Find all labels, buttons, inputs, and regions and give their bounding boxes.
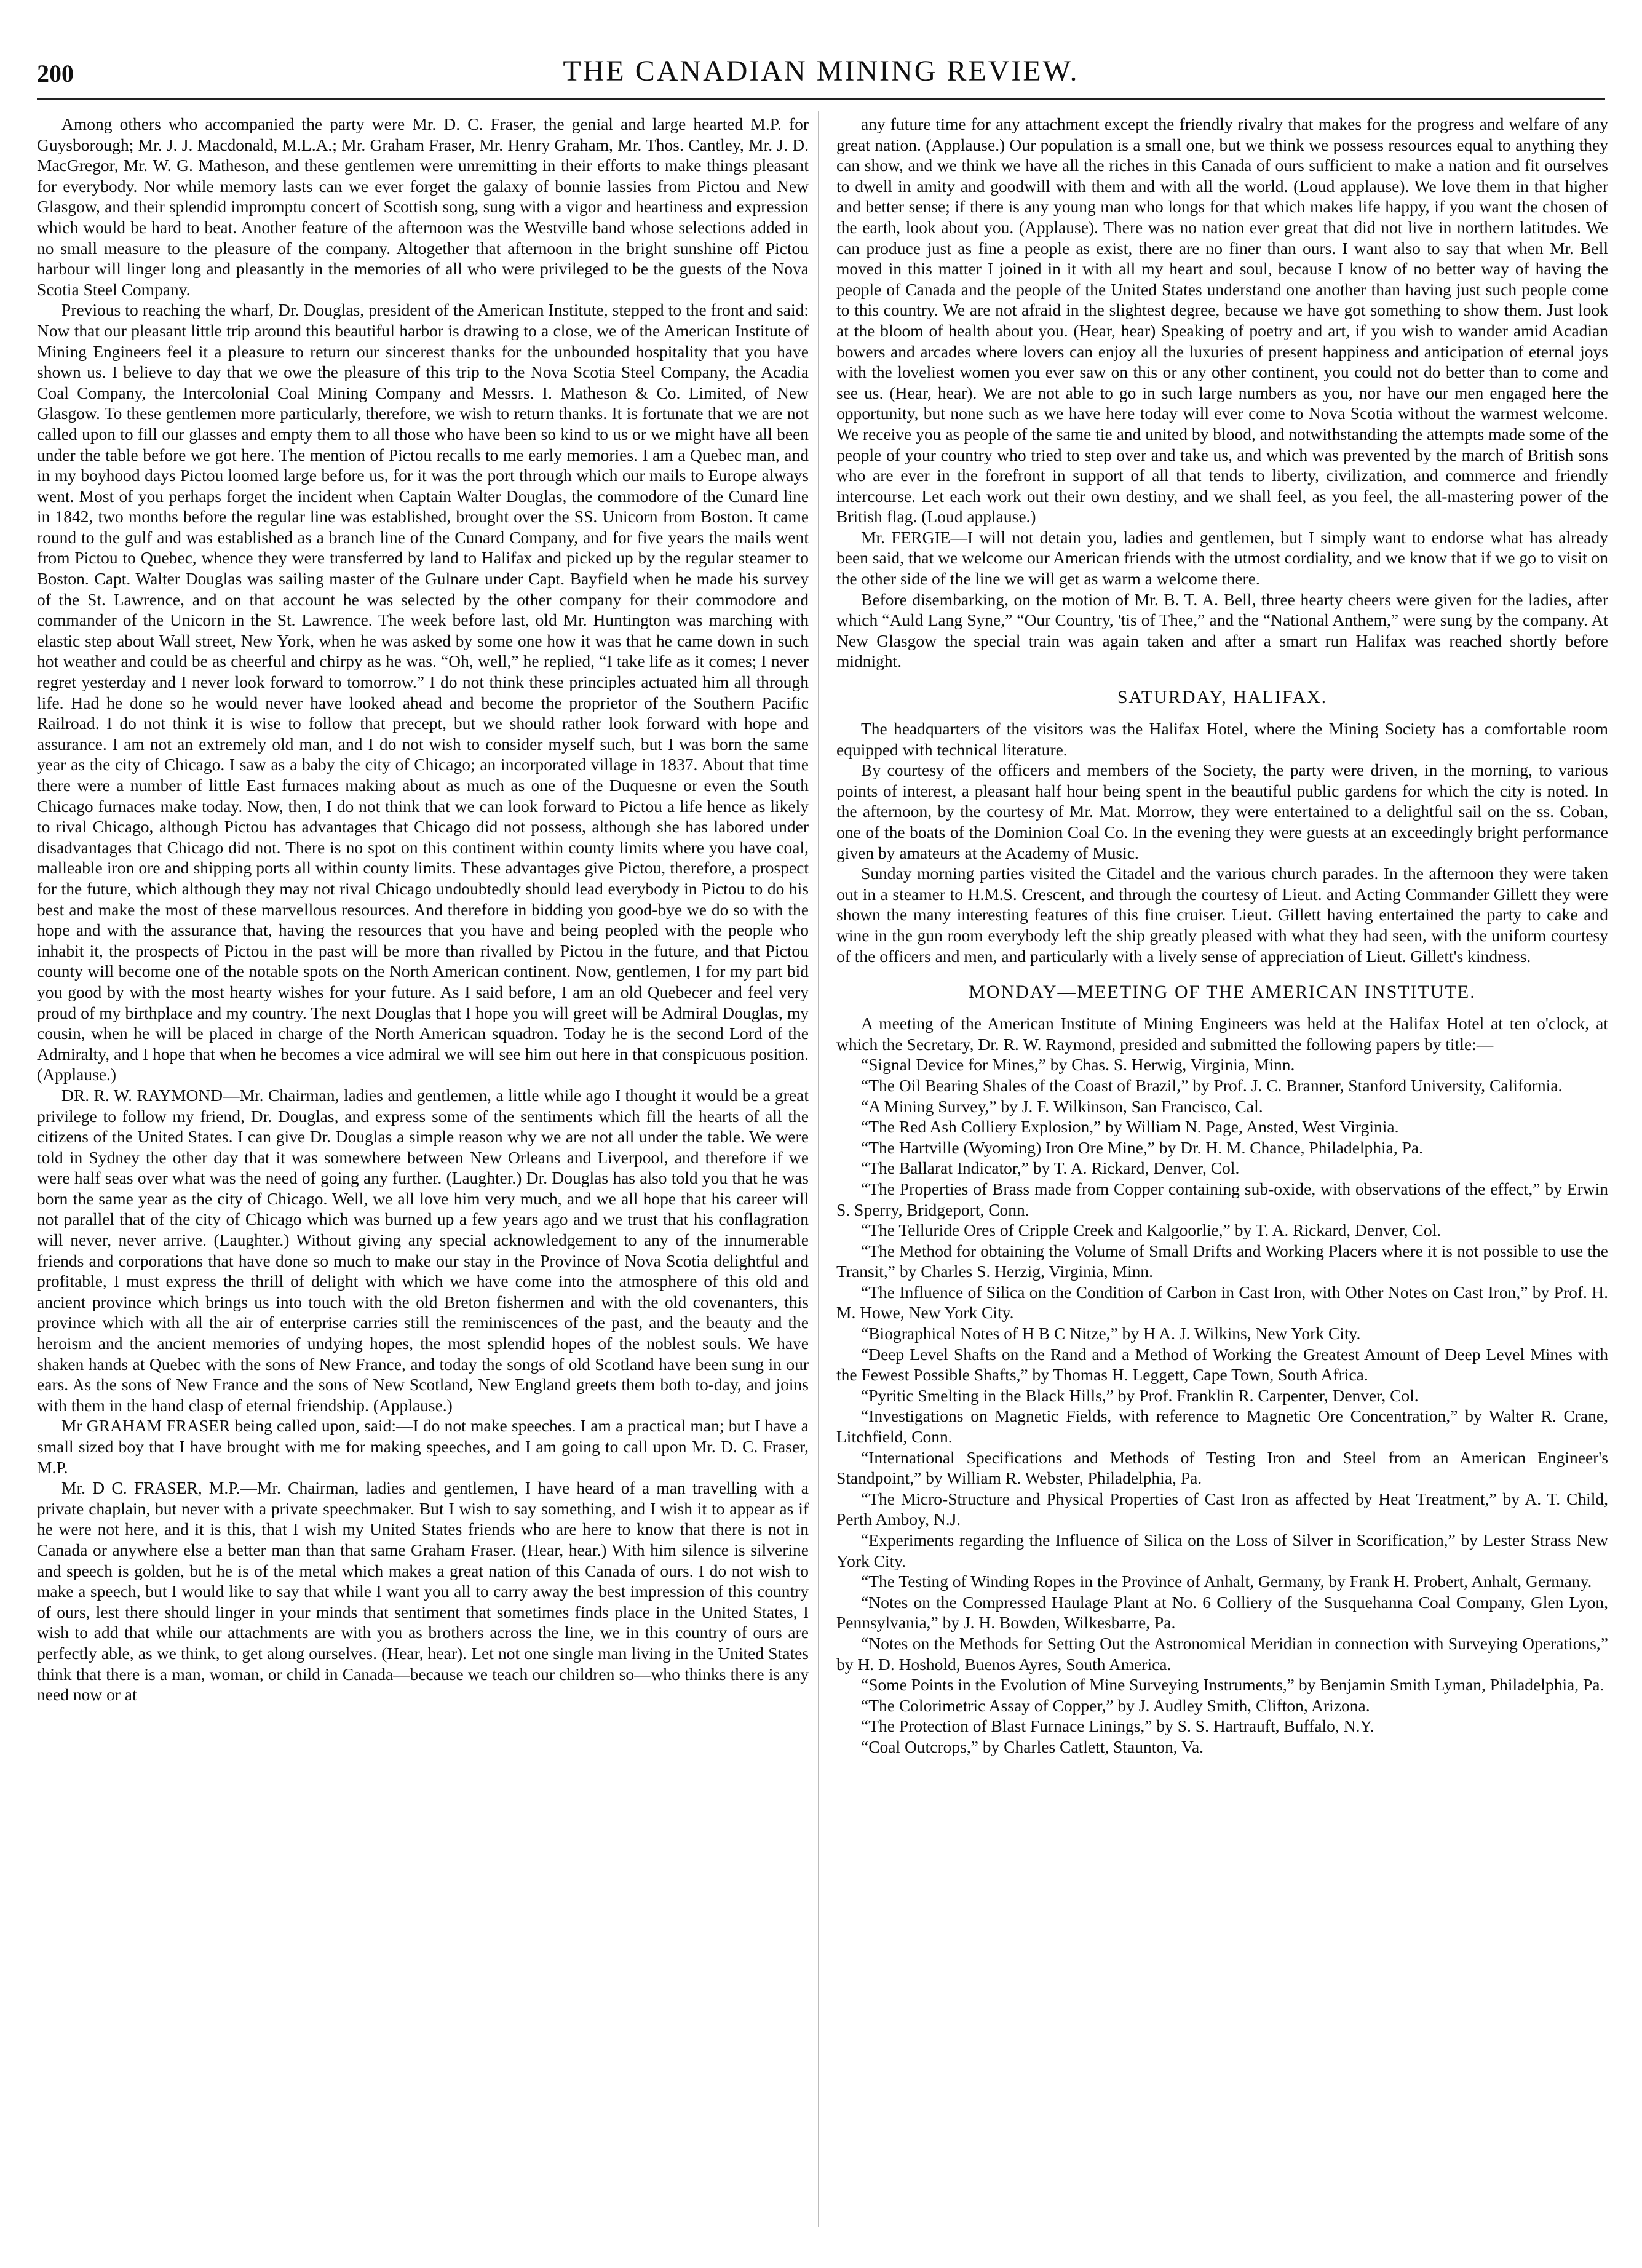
list-item: “The Colorimetric Assay of Copper,” by J. Audley Smith, Clifton, Arizona.: [861, 1695, 1370, 1715]
list-item: “A Mining Survey,” by J. F. Wilkinson, San Francisco, Cal.: [861, 1096, 1263, 1116]
list-item: “The Red Ash Colliery Explosion,” by William N. Page, Ansted, West Virginia.: [861, 1117, 1399, 1137]
paragraph: The headquarters of the visitors was the Halifax Hotel, where the Mining Society has a comfortable room equipped with technical literature.: [836, 719, 1608, 759]
list-item: “The Influence of Silica on the Condition of Carbon in Cast Iron, with Other Notes on Cast Iron,” by Prof. H. M. Howe, New York City.: [836, 1282, 1608, 1323]
paragraph: Mr. D C. FRASER, M.P.—Mr. Chairman, ladies and gentlemen, I have heard of a man travelling with a private chaplain, but never with a private speechmaker. But I wish to say something, and I wish it to appear as if he were not here, and it is this, that I wish my United States friends who are here to know that there is not in Canada or anywhere else a better man than that same Graham Fraser. (Hear, hear.) With him silence is silverine and speech is golden, but he is of the metal which makes a great nation of this Canada of ours. I do not wish to make a speech, but I would like to say that while I want you all to carry away the best impression of this country of ours, lest there should linger in your minds that sentiment that sometimes finds place in the United States, I wish to add that while our attachments are with you as brothers across the line, we in this country of ours are perfectly able, as we think, to get along ourselves. (Hear, hear). Let not one single man living in the United States think that there is a man, woman, or child in Canada—because we teach our children so—who thinks there is any need now or at: [37, 1478, 809, 1705]
list-item: “The Telluride Ores of Cripple Creek and Kalgoorlie,” by T. A. Rickard, Denver, Col.: [861, 1220, 1442, 1240]
list-item: “Notes on the Compressed Haulage Plant at No. 6 Colliery of the Susquehanna Coal Company, Glen Lyon, Pennsylvania,” by J. H. Bowden, Wilkesbarre, Pa.: [836, 1592, 1608, 1633]
list-item: “The Protection of Blast Furnace Linings,” by S. S. Hartrauft, Buffalo, N.Y.: [861, 1716, 1374, 1736]
paragraph: Mr GRAHAM FRASER being called upon, said:—I do not make speeches. I am a practical man; but I have a small sized boy that I have brought with me for making speeches, and I am going to call upon Mr. D. C. Fraser, M.P.: [37, 1416, 809, 1477]
left-column: [37, 114, 809, 1705]
list-item: “The Method for obtaining the Volume of Small Drifts and Working Placers where it is not possible to use the Transit,” by Charles S. Herzig, Virginia, Minn.: [836, 1241, 1608, 1281]
list-item: “Experiments regarding the Influence of Silica on the Loss of Silver in Scorification,” by Lester Strass New York City.: [836, 1530, 1608, 1570]
list-item: “The Micro-Structure and Physical Properties of Cast Iron as affected by Heat Treatment,” by A. T. Child, Perth Amboy, N.J.: [836, 1489, 1608, 1529]
list-item: “Signal Device for Mines,” by Chas. S. Herwig, Virginia, Minn.: [861, 1055, 1295, 1075]
right-column: [836, 114, 1608, 1757]
list-item: “The Testing of Winding Ropes in the Province of Anhalt, Germany, by Frank H. Probert, Anhalt, Germany.: [861, 1572, 1592, 1591]
page-number: 200: [37, 60, 74, 87]
list-item: “Deep Level Shafts on the Rand and a Method of Working the Greatest Amount of Deep Level Mines with the Fewest Possible Shafts,” by Thomas H. Leggett, Cape Town, South Africa.: [836, 1344, 1608, 1385]
paragraph: Mr. FERGIE—I will not detain you, ladies and gentlemen, but I simply want to endorse what has already been said, that we welcome our American friends with the utmost cordiality, and we know that if we go to visit on the other side of the line we will get as warm a welcome there.: [836, 527, 1608, 589]
list-item: “International Specifications and Methods of Testing Iron and Steel from an American Engineer's Standpoint,” by William R. Webster, Philadelphia, Pa.: [836, 1447, 1608, 1488]
paragraph: Among others who accompanied the party were Mr. D. C. Fraser, the genial and large hearted M.P. for Guysborough; Mr. J. J. Macdonald, M.L.A.; Mr. Graham Fraser, Mr. Henry Graham, Mr. Thos. Cantley, Mr. J. D. MacGregor, Mr. W. G. Matheson, and these gentlemen were unremitting in their efforts to make things pleasant for everybody. Nor while memory lasts can we ever forget the galaxy of bonnie lassies from Pictou and New Glasgow, and their splendid impromptu concert of Scottish song, sung with a vigor and heartiness and expression which would be hard to beat. Another feature of the afternoon was the Westville band whose selections added in no small measure to the pleasure of the company. Altogether that afternoon in the bright sunshine off Pictou harbour will linger long and pleasantly in the memories of all who were privileged to be the guests of the Nova Scotia Steel Company.: [37, 114, 809, 299]
paragraph: A meeting of the American Institute of Mining Engineers was held at the Halifax Hotel at ten o'clock, at which the Secretary, Dr. R. W. Raymond, presided and submitted the following papers by title:—: [836, 1014, 1608, 1054]
paragraph: Sunday morning parties visited the Citadel and the various church parades. In the afternoon they were taken out in a steamer to H.M.S. Crescent, and through the courtesy of Lieut. and Acting Commander Gillett they were shown the many interesting features of this fine cruiser. Lieut. Gillett having entertained the party to cake and wine in the gun room everybody left the ship greatly pleased with what they had seen, with the uniform courtesy of the officers and men, and particularly with a lively sense of appreciation of Lieut. Gillett's kindness.: [836, 864, 1608, 966]
paragraph: By courtesy of the officers and members of the Society, the party were driven, in the morning, to various points of interest, a pleasant half hour being spent in the beautiful public gardens for which the city is noted. In the afternoon, by the courtesy of Mr. Mat. Morrow, they were entertained to a delightful sail on the ss. Coban, one of the boats of the Dominion Coal Co. In the evening they were guests at an exceedingly bright performance given by amateurs at the Academy of Music.: [836, 760, 1608, 862]
papers-list: [836, 1054, 1608, 1757]
list-item: “Pyritic Smelting in the Black Hills,” by Prof. Franklin R. Carpenter, Denver, Col.: [861, 1385, 1419, 1405]
paragraph: DR. R. W. RAYMOND—Mr. Chairman, ladies and gentlemen, a little while ago I thought it would be a great privilege to follow my friend, Dr. Douglas, and express some of the sentiments which fill the hearts of all the citizens of the United States. I can give Dr. Douglas a simple reason why we are not all under the table. We were told in Sydney the other day that it was somewhere between New Orleans and Liverpool, and therefore if we were half seas over what was the need of going any further. (Laughter.) Dr. Douglas has also told you that he was born the same year as the city of Chicago. Well, we all love him very much, and we all hope that his career will not parallel that of the city of Chicago which was burned up a few years ago and we trust that his conflagration will never, never arrive. (Laughter.) Without giving any special acknowledgement to any of the innumerable friends and corporations that have done so much to make our stay in the Province of Nova Scotia delightful and profitable, I must express the thrill of delight with which we have come into the atmosphere of this old and ancient province which brings us into touch with the old Breton fishermen and with the old covenanters, this province which with all the air of enterprise carries still the reminiscences of the past, and the beauty and the heroism and the ancient memories of undying hopes, the most splendid hopes of the noblest souls. We have shaken hands at Quebec with the sons of New France, and today the songs of old Scotland have been sung in our ears. As the sons of New France and the sons of New Scotland, New England greets them both to-day, and joins with them in the hand clasp of eternal friendship. (Applause.): [37, 1085, 809, 1415]
paragraph: Previous to reaching the wharf, Dr. Douglas, president of the American Institute, stepped to the front and said: Now that our pleasant little trip around this beautiful harbor is drawing to a close, we of the American Institute of Mining Engineers feel it a pleasure to return our sincerest thanks for the unbounded hospitality that you have shown us. I believe to day that we owe the pleasure of this trip to the Nova Scotia Steel Company, the Acadia Coal Company, the Intercolonial Coal Mining Company and Messrs. I. Matheson & Co. Limited, of New Glasgow. To these gentlemen more particularly, therefore, we wish to return thanks. It is fortunate that we are not called upon to fill our glasses and empty them to all those who have been so kind to us or we might have all been under the table before we got here. The mention of Pictou recalls to me early memories. I am a Quebec man, and in my boyhood days Pictou loomed large before us, for it was the port through which our mails to Europe always went. Most of you perhaps forget the incident when Captain Walter Douglas, the commodore of the Cunard line in 1842, two months before the regular line was established, brought over the SS. Unicorn from Boston. It came round to the gulf and was established as a branch line of the Cunard Company, and for five years the mails went from Pictou to Quebec, whence they were transferred by land to Halifax and picked up by the regular steamer to Boston. Capt. Walter Douglas was sailing master of the Gulnare under Capt. Bayfield when he made his survey of the St. Lawrence, and on that account he was selected by the other company for their commodore and commander of the Unicorn in the St. Lawrence. The week before last, old Mr. Huntington was marching with elastic step about Wall street, New York, when he was asked by some one how it was that he came down in such hot weather and could be as cheerful and chirpy as he was. “Oh, well,” he replied, “I take life as it comes; I never regret yesterday and I never look forward to tomorrow.” I do not think these principles actuated him all through life. Had he done so he would never have looked ahead and become the proprietor of the Southern Pacific Railroad. I do not think it is wise to follow that precept, but we should rather look forward with hope and assurance. I am not an extremely old man, and I do not wish to consider myself such, but I was born the same year as the city of Chicago. I saw as a baby the city of Chicago; an incorporated village in 1837. About that time there were a number of little East furnaces making about as much as one of the Duquesne or even the South Chicago furnaces make today. Now, then, I do not think that we can look forward to Pictou a life hence as likely to rival Chicago, although Pictou has advantages that Chicago did not possess, although she has labored under disadvantages that Chicago did not. There is no spot on this continent within county limits where you have coal, malleable iron ore and shipping ports all within county limits. These advantages give Pictou, therefore, a prospect for the future, which although they may not rival Chicago undoubtedly should lead everybody in Pictou to do his best and make the most of these marvellous resources. And therefore in bidding you good-bye we do so with the hope and with the assurance that, having the resources that you have and being peopled with the people who inhabit it, the prospects of Pictou in the past will be more than rivalled by Pictou in the future, and that Pictou county will become one of the notable spots on the North American continent. Now, gentlemen, I for my part bid you good by with the most hearty wishes for your future. As I said before, I am an old Quebecer and feel very proud of my birthplace and my country. The next Douglas that I hope you will greet will be Admiral Douglas, my cousin, when he will be placed in charge of the North American squadron. Today he is the second Lord of the Admiralty, and I hope that when he becomes a vice admiral we will see him out here in that conspicuous position. (Applause.): [37, 300, 809, 1084]
paragraph: Before disembarking, on the motion of Mr. B. T. A. Bell, three hearty cheers were given for the ladies, after which “Auld Lang Syne,” “Our Country, 'tis of Thee,” and the “National Anthem,” were sung by the company. At New Glasgow the special train was again taken and after a smart run Halifax was reached shortly before midnight.: [836, 589, 1608, 671]
list-item: “Investigations on Magnetic Fields, with reference to Magnetic Ore Concentration,” by Walter R. Crane, Litchfield, Conn.: [836, 1406, 1608, 1447]
list-item: “Notes on the Methods for Setting Out the Astronomical Meridian in connection with Surveying Operations,” by H. D. Hoshold, Buenos Ayres, South America.: [836, 1633, 1608, 1674]
column-divider: [818, 111, 819, 2227]
section-heading-saturday: SATURDAY, HALIFAX.: [1117, 687, 1328, 708]
paragraph: any future time for any attachment except the friendly rivalry that makes for the progress and welfare of any great nation. (Applause.) Our population is a small one, but we think we possess resources equal to anything they can show, and we think we have all the riches in this Canada of ours sufficient to make a nation and fit ourselves to dwell in amity and goodwill with them and with all the world. (Loud applause). We love them in that higher and better sense; if there is any young man who longs for that which makes life happy, if you want the chosen of the earth, look about you. (Applause). There was no nation ever great that did not live in northern latitudes. We can produce just as fine a people as exist, there are no finer than ours. I want also to say that when Mr. Bell moved in this matter I joined in it with all my heart and soul, because I know of no better way of having the people of Canada and the people of the United States understand one another than having just such people come to this country. We are not afraid in the slightest degree, because we have got something to show them. Just look at the bloom of health about you. (Hear, hear) Speaking of poetry and art, if you wish to wander amid Acadian bowers and arcades where lovers can enjoy all the luxuries of present happiness and anticipation of eternal joys with the loveliest women you ever saw on this or any other continent, you could not do better than to come and see us. (Hear, hear). We are not able to go in such large numbers as you, nor have our men engaged here the opportunity, but none such as we have here today will ever come to Nova Scotia without the warmest welcome. We receive you as people of the same tie and united by blood, and notwithstanding the attempts made some of the people of your country who tried to step over and take us, and which was prevented by the march of British sons who are ever in the forefront in support of all that tends to liberty, civilization, and commerce and friendly intercourse. Let each work out their own destiny, and we shall feel, as you feel, the all-mastering power of the British flag. (Loud applause.): [836, 114, 1608, 527]
section-heading-monday: MONDAY—MEETING OF THE AMERICAN INSTITUTE.: [969, 982, 1476, 1003]
list-item: “Biographical Notes of H B C Nitze,” by H A. J. Wilkins, New York City.: [861, 1324, 1361, 1343]
list-item: “The Ballarat Indicator,” by T. A. Rickard, Denver, Col.: [861, 1158, 1240, 1178]
list-item: “The Oil Bearing Shales of the Coast of Brazil,” by Prof. J. C. Branner, Stanford University, California.: [861, 1075, 1563, 1095]
header-rule: [37, 98, 1605, 100]
list-item: “The Properties of Brass made from Copper containing sub-oxide, with observations of the effect,” by Erwin S. Sperry, Bridgeport, Conn.: [836, 1179, 1608, 1219]
list-item: “The Hartville (Wyoming) Iron Ore Mine,” by Dr. H. M. Chance, Philadelphia, Pa.: [861, 1137, 1424, 1157]
list-item: “Some Points in the Evolution of Mine Surveying Instruments,” by Benjamin Smith Lyman, Philadelphia, Pa.: [861, 1675, 1604, 1695]
running-title: THE CANADIAN MINING REVIEW.: [563, 55, 1079, 87]
list-item: “Coal Outcrops,” by Charles Catlett, Staunton, Va.: [861, 1737, 1204, 1756]
